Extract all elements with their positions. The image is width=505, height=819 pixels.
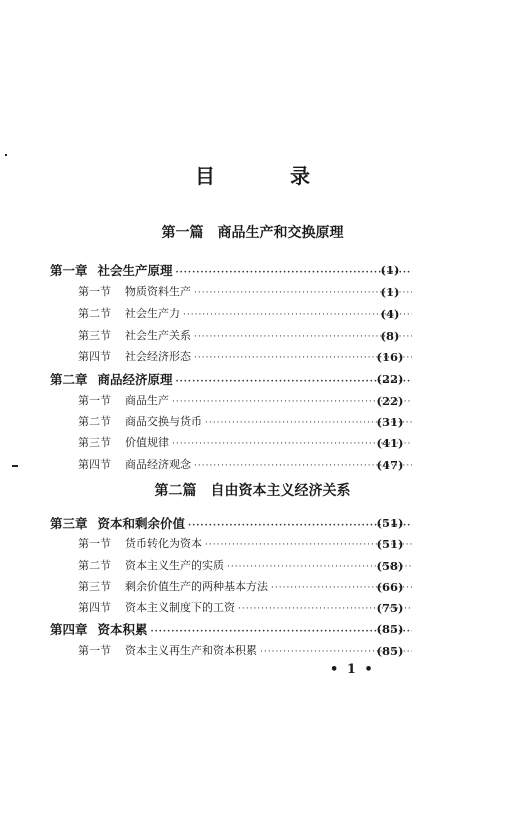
toc-section-row[interactable]: [78, 305, 415, 324]
toc-section-row[interactable]: [78, 535, 415, 554]
toc-section-row[interactable]: [78, 434, 415, 453]
chapter-label: 第三章: [50, 516, 88, 531]
section-label: 第三节: [78, 436, 111, 449]
section-label: 第四节: [78, 458, 111, 471]
chapter-label: 第二章: [50, 372, 88, 387]
section-name: 商品经济观念: [125, 458, 191, 471]
section-name: 商品交换与货币: [125, 415, 202, 428]
section-label: 第四节: [78, 601, 111, 614]
page-number: • 1 •: [330, 662, 375, 677]
toc-section-row[interactable]: [78, 557, 415, 576]
toc-section-row[interactable]: [78, 392, 415, 411]
page-reference: (51): [376, 516, 404, 530]
chapter-name: 商品经济原理: [97, 372, 173, 387]
section-name: 资本主义制度下的工资: [125, 601, 235, 614]
section-label: 第四节: [78, 350, 111, 363]
section-label: 第一节: [78, 537, 111, 550]
section-name: 资本主义生产的实质: [125, 559, 224, 572]
page-reference: (16): [376, 350, 404, 364]
part-title: 第一篇 商品生产和交换原理: [161, 225, 344, 241]
section-name: 货币转化为资本: [125, 537, 202, 550]
page-reference: (4): [380, 307, 400, 321]
toc-chapter-row[interactable]: [50, 370, 415, 389]
page-reference: (58): [376, 559, 404, 573]
section-name: 商品生产: [125, 394, 169, 407]
toc-section-row[interactable]: [78, 413, 415, 432]
page-reference: (1): [380, 285, 400, 299]
toc-section-row[interactable]: [78, 327, 415, 346]
page-reference: (31): [376, 415, 404, 429]
part-title: 第二篇 自由资本主义经济关系: [154, 483, 351, 499]
page-reference: (75): [376, 601, 404, 615]
page-reference: (66): [376, 580, 404, 594]
section-name: 社会生产力: [125, 307, 180, 320]
toc-chapter-row[interactable]: [50, 261, 415, 280]
page-reference: (22): [376, 372, 404, 386]
scan-speck: [5, 154, 7, 156]
section-name: 价值规律: [125, 436, 169, 449]
section-name: 社会经济形态: [125, 350, 191, 363]
page-reference: (47): [376, 458, 404, 472]
section-label: 第三节: [78, 580, 111, 593]
scan-speck: [12, 465, 18, 467]
chapter-label: 第一章: [50, 263, 88, 278]
section-label: 第一节: [78, 644, 111, 657]
page-reference: (1): [380, 263, 400, 277]
page-reference: (85): [376, 644, 404, 658]
toc-section-row[interactable]: [78, 578, 415, 597]
section-name: 资本主义再生产和资本积累: [125, 644, 257, 657]
toc-section-row[interactable]: [78, 283, 415, 302]
page-reference: (41): [376, 436, 404, 450]
toc-section-row[interactable]: [78, 642, 415, 661]
chapter-name: 资本和剩余价值: [97, 516, 186, 531]
toc-title: 目 录: [195, 164, 344, 188]
section-label: 第二节: [78, 415, 111, 428]
section-label: 第二节: [78, 559, 111, 572]
page-reference: (85): [376, 622, 404, 636]
page-reference: (22): [376, 394, 404, 408]
section-name: 物质资料生产: [125, 285, 191, 298]
section-label: 第一节: [78, 394, 111, 407]
page-reference: (8): [380, 329, 400, 343]
chapter-name: 资本积累: [97, 622, 148, 637]
chapter-name: 社会生产原理: [97, 263, 173, 278]
toc-section-row[interactable]: [78, 456, 415, 475]
page-reference: (51): [376, 537, 404, 551]
toc-chapter-row[interactable]: [50, 620, 415, 639]
toc-chapter-row[interactable]: [50, 514, 415, 533]
section-label: 第二节: [78, 307, 111, 320]
section-name: 社会生产关系: [125, 329, 191, 342]
toc-section-row[interactable]: [78, 348, 415, 367]
chapter-label: 第四章: [50, 622, 88, 637]
section-label: 第一节: [78, 285, 111, 298]
section-name: 剩余价值生产的两种基本方法: [125, 580, 268, 593]
section-label: 第三节: [78, 329, 111, 342]
toc-section-row[interactable]: [78, 599, 415, 618]
